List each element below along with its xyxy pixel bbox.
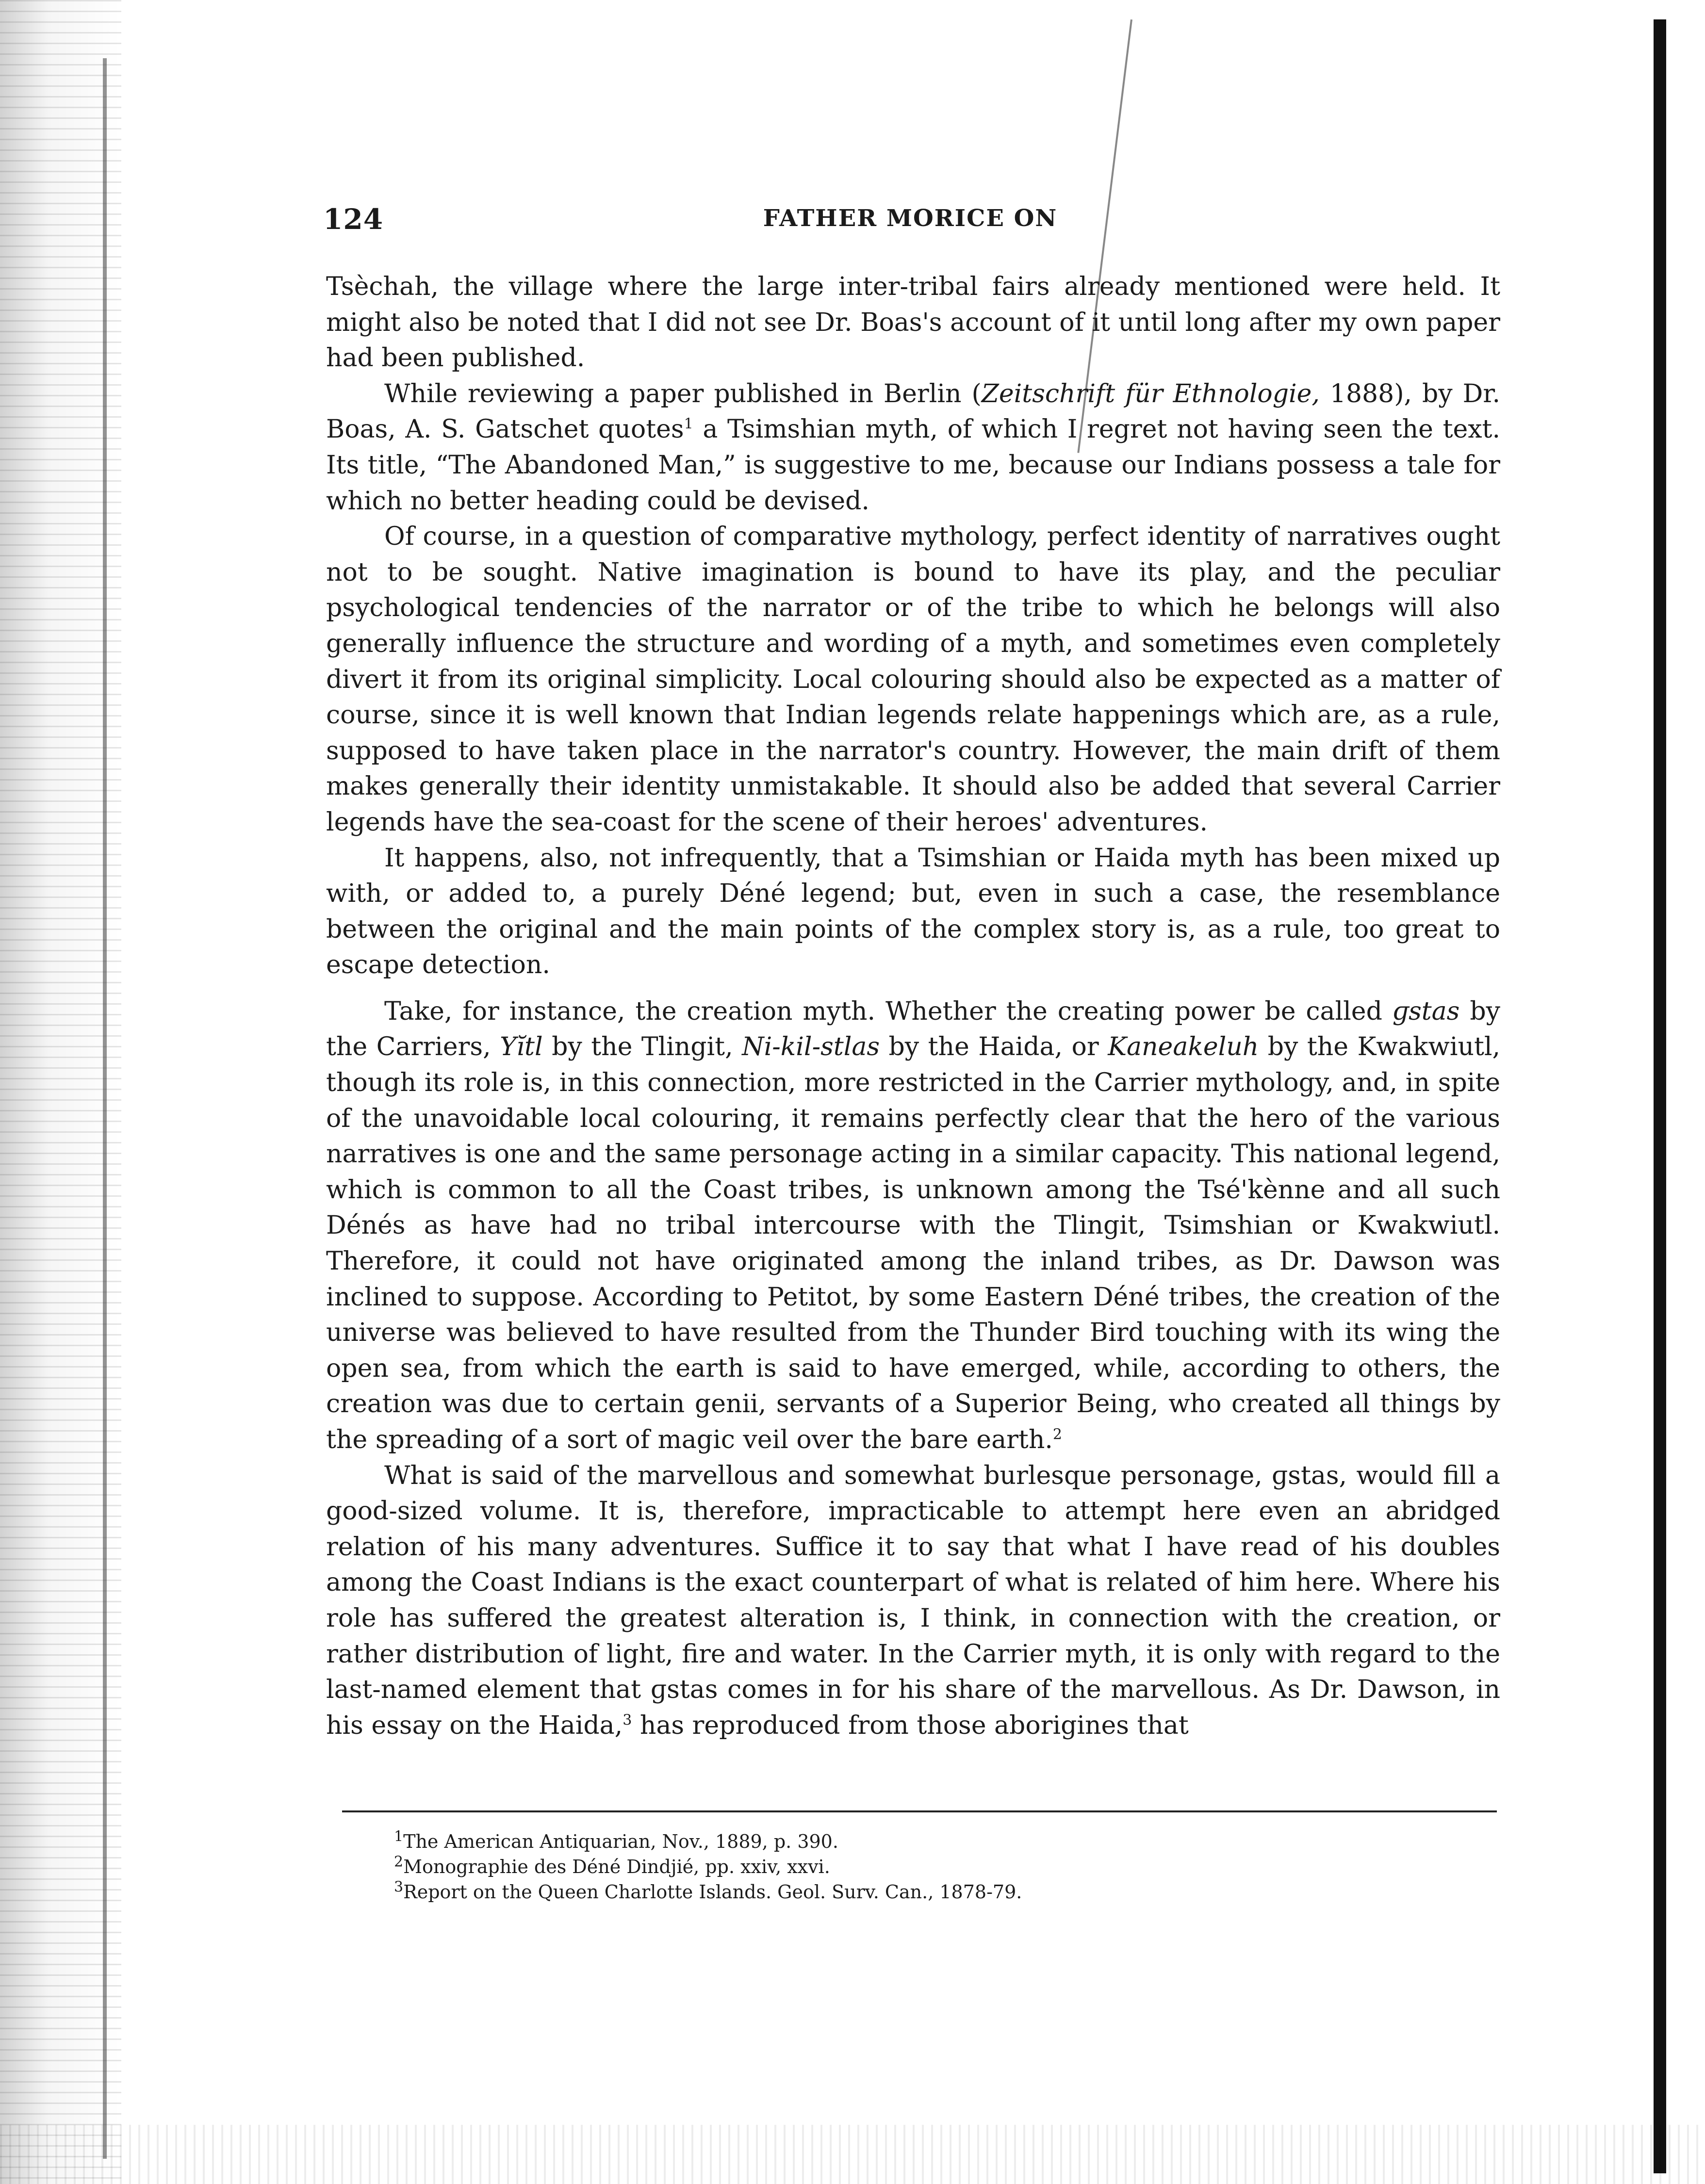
footnote-mark: 1 — [394, 1828, 404, 1845]
footnote-text: The American Antiquarian, Nov., 1889, p. 390. — [403, 1831, 838, 1852]
myth-name: Ni-kil-stlas — [742, 1032, 880, 1062]
scan-margin-line — [103, 58, 107, 2159]
footnote-mark: 2 — [394, 1853, 404, 1871]
myth-name: ɡstas — [1392, 996, 1460, 1026]
text-run: by the Tlingit, — [542, 1032, 742, 1062]
footnote-ref: 2 — [1052, 1426, 1062, 1443]
text-run: by the Haida, or — [880, 1032, 1108, 1062]
footnote — [394, 1879, 1491, 1905]
journal-title: Zeitschrift für Ethnologie, — [981, 379, 1320, 408]
footnote — [394, 1829, 1491, 1854]
page-number: 124 — [323, 203, 384, 236]
paragraph-6 — [326, 1458, 1500, 1744]
myth-name: Kaneakeluh — [1108, 1032, 1259, 1062]
scan-bottom-noise — [0, 2125, 1705, 2184]
paragraph-4: It happens, also, not infrequently, that a Tsimshian or Haida myth has been mixed up with, or added to, a purely Déné legend; but, even in such a case, the resemblance between the original and the main points of the complex story is, as a rule, too great to escape detection. — [326, 843, 1500, 980]
footnote-ref: 1 — [684, 416, 693, 433]
scan-right-border — [1654, 19, 1666, 2173]
paragraph-2 — [326, 376, 1500, 519]
text-run: by the Carriers, — [326, 996, 1500, 1062]
myth-name: Yĭtl — [500, 1032, 543, 1062]
footnote-text: Report on the Queen Charlotte Islands. Geol. Surv. Can., 1878-79. — [403, 1881, 1022, 1903]
footnote-mark: 3 — [394, 1878, 404, 1896]
footnote-text: Monographie des Déné Dindjié, pp. xxiv, xxvi. — [403, 1856, 830, 1877]
text-run: 1888), by Dr. Boas, A. S. Gatschet quotes — [326, 379, 1500, 444]
footnotes — [394, 1829, 1491, 1905]
footnote — [394, 1854, 1491, 1879]
paragraph-3: Of course, in a question of comparative mythology, perfect identity of narratives ought not to be sought. Native imagination is bound to have its play, and the peculiar psychological tendencies of the narrator or of the tribe to which he belongs will also generally influence the structure and wording of a myth, and sometimes even completely divert it from its original simplicity. Local colouring should also be expected as a matter of course, since it is well known that Indian legends relate happenings which are, as a rule, supposed to have taken place in the narrator's country. However, the main drift of them makes generally their identity unmistakable. It should also be added that several Carrier legends have the sea-coast for the scene of their heroes' adventures. — [326, 522, 1500, 837]
text-run: Take, for instance, the creation myth. Whether the creating power be called — [384, 996, 1393, 1026]
text-run: by the Kwakwiutl, though its role is, in this connection, more restricted in the Carrier mythology, and, in spite of the unavoidable local colouring, it remains perfectly clear that the hero of the various narratives is one and the same personage acting in a similar capacity. This national legend, which is common to all the Coast tribes, is unknown among the Tsé'kènne and all such Dénés as have had no tribal intercourse with the Tlingit, Tsimshian or Kwakwiutl. Therefore, it could not have originated among the inland tribes, as Dr. Dawson was inclined to suppose. According to Petitot, by some Eastern Déné tribes, the creation of the universe was believed to have resulted from the Thunder Bird touching with its wing the open sea, from which the earth is said to have emerged, while, according to others, the creation was due to certain genii, servants of a Superior Being, who created all things by the spreading of a sort of magic veil over the bare earth. — [326, 1032, 1501, 1454]
text-run: has reproduced from those aborigines that — [632, 1711, 1189, 1740]
footnote-ref: 3 — [623, 1711, 632, 1729]
text-run: a Tsimshian myth, of which I regret not having seen the text. Its title, “The Abandoned Man,” is suggestive to me, because our Indians possess a tale for which no better heading could be devised. — [326, 415, 1500, 516]
text-run: What is said of the marvellous and somewhat burlesque personage, ɡstas, would fill a good-sized volume. It is, therefore, impracticable to attempt here even an abridged relation of his many adventures. Suffice it to say that what I have read of his doubles among the Coast Indians is the exact counterpart of what is related of him here. Where his role has suffered the greatest alteration is, I think, in connection with the creation, or rather distribution of light, fire and water. In the Carrier myth, it is only with regard to the last-named element that ɡstas comes in for his share of the marvellous. As Dr. Dawson, in his essay on the Haida, — [326, 1461, 1500, 1740]
footnote-divider — [342, 1810, 1497, 1812]
paragraph-5 — [326, 994, 1500, 1458]
paragraph-1: Tsèchah, the village where the large inter-tribal fairs already mentioned were held. It might also be noted that I did not see Dr. Boas's account of it until long after my own paper had been published. — [326, 272, 1500, 373]
running-title: FATHER MORICE ON — [763, 205, 1058, 232]
text-run: While reviewing a paper published in Berlin ( — [384, 379, 982, 408]
body-text — [326, 269, 1500, 1744]
page-header — [323, 198, 1497, 242]
